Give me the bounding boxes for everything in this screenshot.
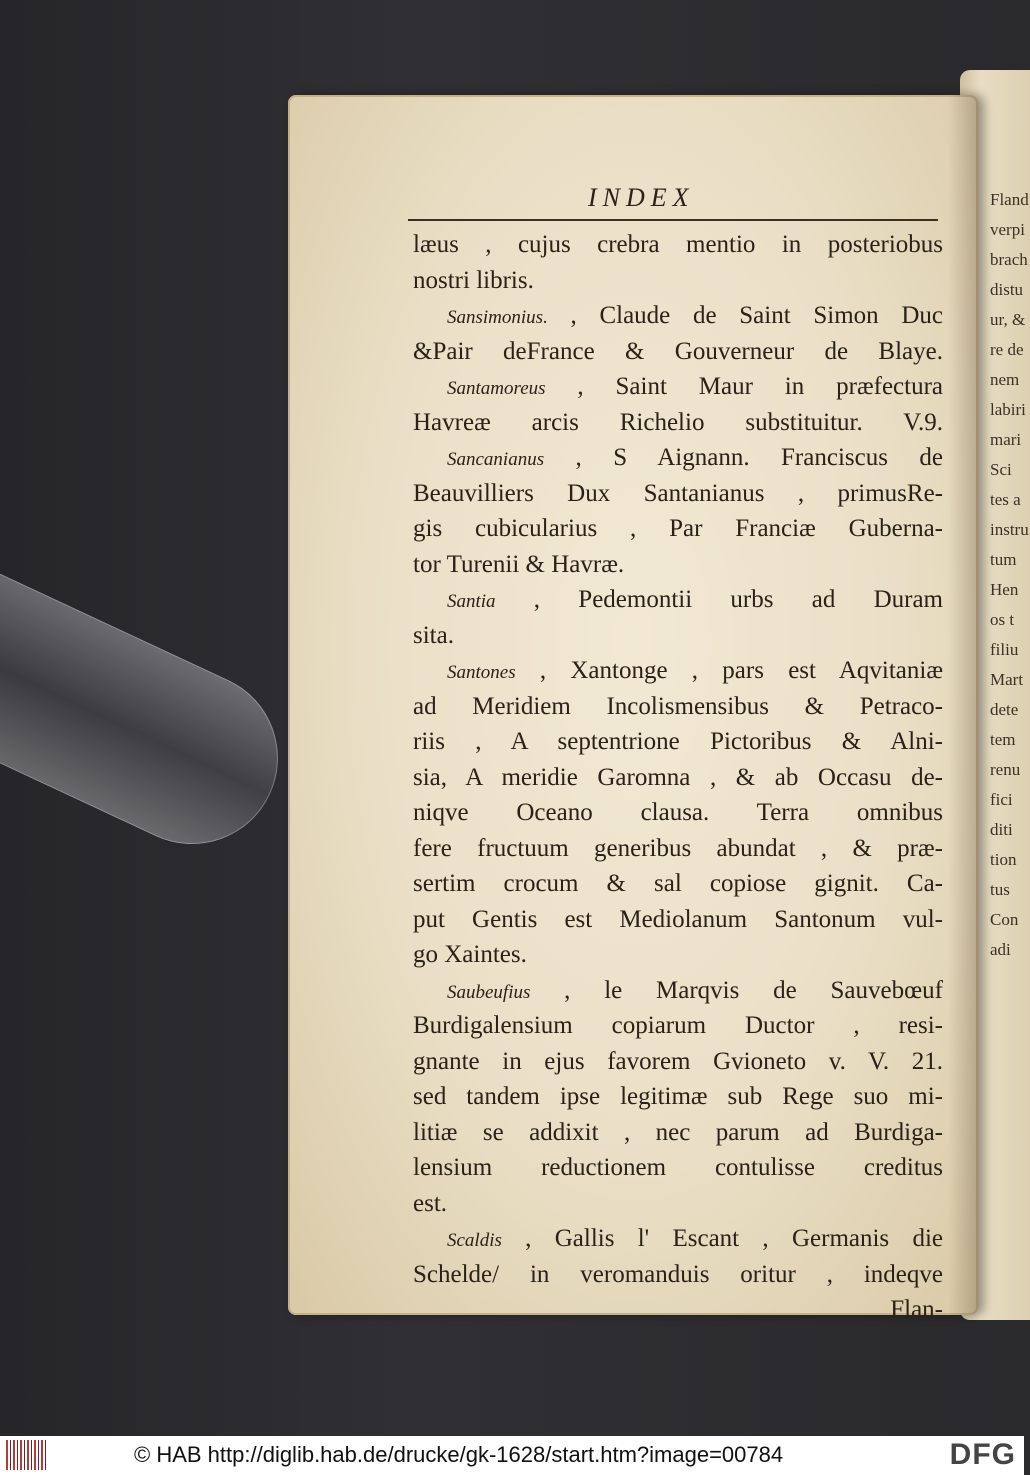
line-text: , Gallis l' Escant , Germanis die — [501, 1225, 943, 1252]
fragment-text: fici — [990, 790, 1013, 809]
fragment-text: diti — [990, 820, 1013, 839]
line-text: , Claude de Saint Simon Duc — [547, 302, 943, 329]
text-line — [413, 760, 943, 796]
text-line — [413, 369, 943, 405]
line-text: sertim crocum & sal copiose gignit. Ca- — [413, 870, 943, 897]
adjacent-page-text — [990, 185, 1029, 965]
fragment-text: Mart — [990, 670, 1024, 689]
text-line — [413, 653, 943, 689]
text-line — [413, 795, 943, 831]
lemma-headword: Sancanianus — [447, 449, 545, 470]
fragment-text: adi — [990, 940, 1011, 959]
fragment-text: tem — [990, 730, 1016, 749]
text-line — [413, 937, 943, 973]
fragment-text: Sci — [990, 460, 1012, 479]
fragment-text: mari — [990, 430, 1022, 449]
fragment-text: re de — [990, 340, 1024, 359]
line-text: gis cubicularius , Par Franciæ Guberna- — [413, 515, 943, 542]
index-text — [413, 227, 943, 1328]
line-text: , le Marqvis de Sauvebœuf — [530, 976, 943, 1004]
text-line — [413, 689, 943, 725]
text-line — [413, 227, 943, 263]
text-line — [413, 582, 943, 618]
text-line — [413, 831, 943, 867]
page-gutter-shadow — [948, 95, 978, 1315]
lemma-headword: Santia — [447, 591, 496, 612]
text-line — [413, 1292, 943, 1328]
fragment-text: ur, & — [990, 310, 1026, 329]
fragment-text: renu — [990, 760, 1021, 779]
fragment-text: nem — [990, 370, 1020, 389]
text-line — [413, 547, 943, 583]
line-text: lensium reductionem contulisse creditus — [413, 1154, 943, 1181]
text-line — [413, 1008, 943, 1044]
line-text: Flan- — [890, 1296, 943, 1323]
line-text: gnante in ejus favorem Gvioneto v. V. 21. — [413, 1047, 943, 1075]
text-line — [413, 1115, 943, 1151]
text-line — [413, 902, 943, 938]
copyright-link[interactable]: © HAB http://diglib.hab.de/drucke/gk-1628/start.htm?image=00784 — [134, 1442, 784, 1467]
header-title: INDEX — [588, 183, 695, 212]
line-text: sia, A meridie Garomna , & ab Occasu de- — [413, 763, 943, 791]
text-line — [413, 618, 943, 654]
fragment-text: instru — [990, 520, 1029, 539]
line-text: , Pedemontii urbs ad Duram — [495, 586, 943, 613]
text-line — [413, 1079, 943, 1115]
line-text: fere fructuum generibus abundat , & præ- — [413, 834, 943, 862]
text-line — [413, 1150, 943, 1186]
text-line — [413, 1257, 943, 1293]
text-line — [413, 476, 943, 512]
fragment-text: tion — [990, 850, 1017, 869]
line-text: est. — [413, 1189, 448, 1217]
text-line — [413, 405, 943, 441]
line-text: put Gentis est Mediolanum Santonum vul- — [413, 905, 943, 933]
fragment-text: distu — [990, 280, 1024, 299]
fragment-text: labiri — [990, 400, 1026, 419]
glass-pointer — [0, 555, 306, 872]
running-header — [408, 183, 938, 223]
fragment-text: tum — [990, 550, 1017, 569]
text-line — [413, 973, 943, 1009]
fragment-text: Con — [990, 910, 1019, 929]
line-text: , Xantonge , pars est Aqvitaniæ — [515, 657, 943, 684]
fragment-text: dete — [990, 700, 1019, 719]
line-text: Beauvilliers Dux Santanianus , primusRe- — [413, 479, 943, 507]
line-text: sed tandem ipse legitimæ sub Rege suo mi- — [413, 1083, 943, 1110]
hab-logo-icon — [6, 1440, 46, 1470]
line-text: læus , cujus crebra mentio in posteriobus — [413, 231, 943, 258]
line-text: nostri libris. — [413, 266, 534, 294]
text-line — [413, 263, 943, 299]
footer-bar — [0, 1436, 1024, 1475]
text-line — [413, 1221, 943, 1257]
fragment-text: Hen — [990, 580, 1019, 599]
lemma-headword: Sansimonius. — [447, 307, 548, 328]
text-line — [413, 866, 943, 902]
fragment-text: os t — [990, 610, 1015, 629]
fragment-text: filiu — [990, 640, 1019, 659]
line-text: &Pair deFrance & Gouverneur de Blaye. — [413, 337, 943, 365]
fragment-text: tes a — [990, 490, 1021, 509]
lemma-headword: Saubeufius — [447, 981, 531, 1003]
book-page — [288, 95, 978, 1323]
text-line — [413, 298, 943, 334]
line-text: ad Meridiem Incolismensibus & Petraco- — [413, 692, 943, 720]
line-text: Havreæ arcis Richelio substituitur. V.9. — [413, 408, 943, 436]
lemma-headword: Santamoreus — [447, 378, 546, 399]
lemma-headword: Santones — [447, 662, 516, 683]
line-text: go Xaintes. — [413, 941, 527, 968]
lemma-headword: Scaldis — [447, 1230, 502, 1251]
fragment-text: Fland — [990, 190, 1029, 209]
text-line — [413, 440, 943, 476]
header-rule — [408, 219, 938, 221]
text-line — [413, 1044, 943, 1080]
text-line — [413, 334, 943, 370]
dfg-logo: DFG — [949, 1438, 1016, 1471]
line-text: Schelde/ in veromanduis oritur , indeqve — [413, 1260, 943, 1288]
text-line — [413, 724, 943, 760]
line-text: niqve Oceano clausa. Terra omnibus — [413, 799, 943, 826]
text-line — [413, 1186, 943, 1222]
line-text: sita. — [413, 621, 454, 649]
line-text: tor Turenii & Havræ. — [413, 550, 625, 578]
text-line — [413, 511, 943, 547]
line-text: Burdigalensium copiarum Ductor , resi- — [413, 1012, 943, 1039]
line-text: , S Aignann. Franciscus de — [544, 444, 943, 471]
fragment-text: brach — [990, 250, 1028, 269]
fragment-text: verpi — [990, 220, 1025, 239]
line-text: riis , A septentrione Pictoribus & Alni- — [413, 728, 943, 755]
line-text: litiæ se addixit , nec parum ad Burdiga- — [413, 1118, 943, 1146]
fragment-text: tus — [990, 880, 1010, 899]
line-text: , Saint Maur in præfectura — [545, 373, 943, 400]
